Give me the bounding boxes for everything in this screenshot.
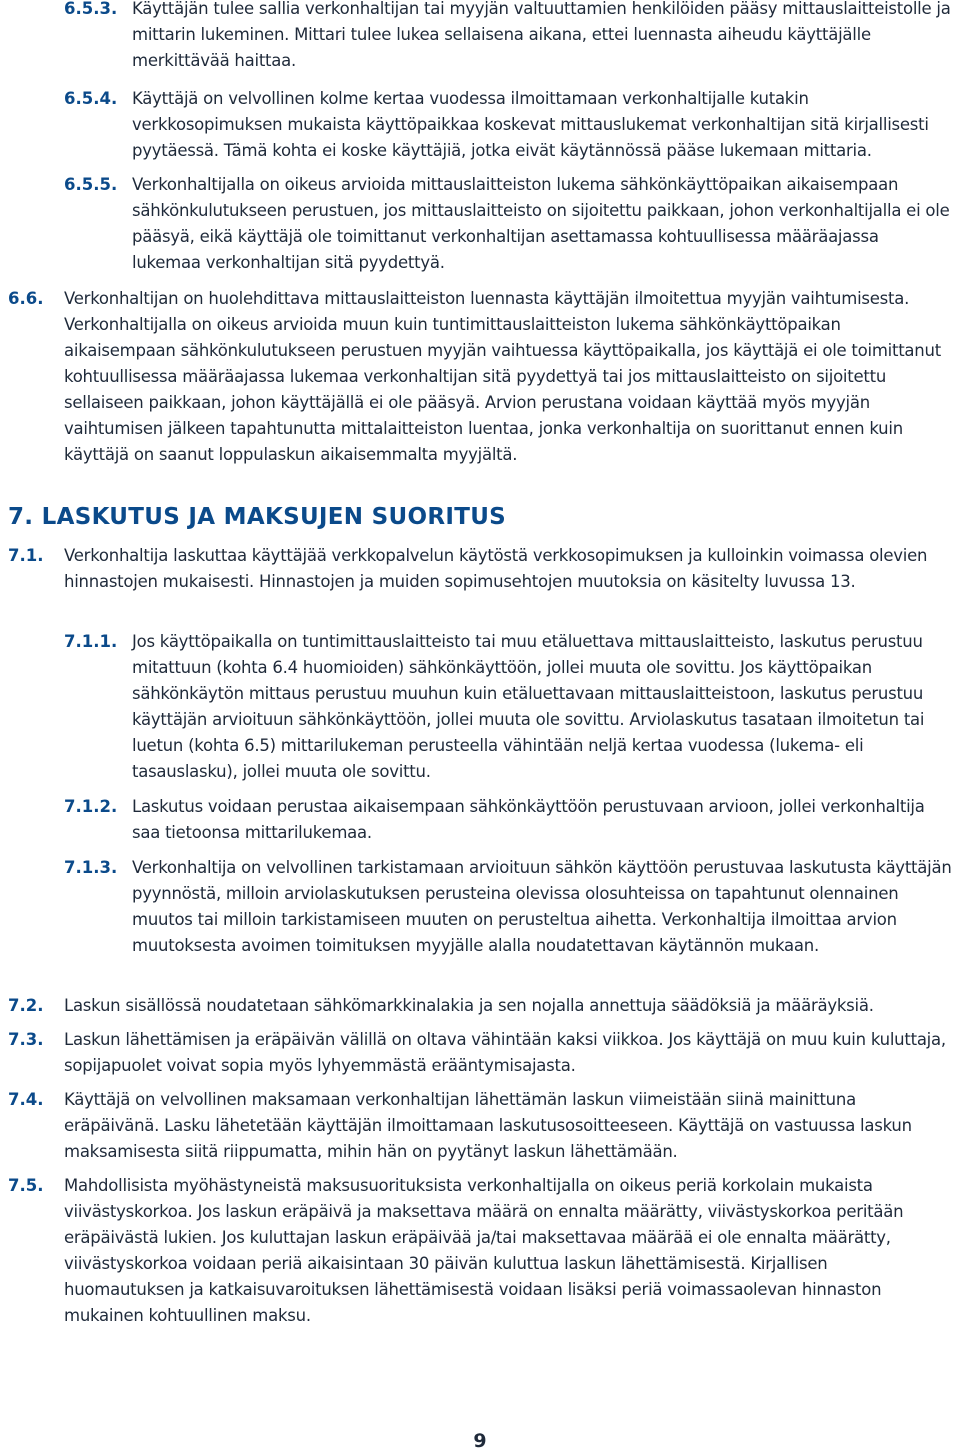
clause-text: Jos käyttöpaikalla on tuntimittauslaitteisto tai muu etäluettava mittauslaitteisto, laskutus perustuu mitattuun (kohta 6.4 huomioiden) sähkönkäyttöön, jollei muuta ole sovittu. Jos käyttöpaikan sähkönkäytön mittaus perustuu muuhun kuin etäluettavaan mittauslaitteistoon, laskutus perustuu käyttäjän arvioituun sähkönkäyttöön, jollei muuta ole sovittu. Arviolaskutus tasataan ilmoitetun tai luetun (kohta 6.5) mittarilukeman perusteella vähintään neljä kertaa vuodessa (lukema- eli tasauslasku), jollei muuta ole sovittu. (132, 632, 925, 781)
clause-number: 7.3. (8, 1030, 44, 1049)
clause-number: 7.5. (8, 1176, 44, 1195)
clause-text: Laskutus voidaan perustaa aikaisempaan sähkönkäyttöön perustuvaan arvioon, jollei verkonhaltija saa tietoonsa mittarilukemaa. (132, 797, 925, 842)
clause-6-5-5 (64, 172, 952, 276)
clause-text: Laskun lähettämisen ja eräpäivän välillä on oltava vähintään kaksi viikkoa. Jos käyttäjä on muu kuin kuluttaja, sopijapuolet voivat sopia myös lyhyemmästä erääntymisajasta. (64, 1030, 946, 1075)
clause-7-1-2 (64, 794, 952, 846)
clause-number: 7.1.1. (64, 632, 118, 651)
clause-text: Käyttäjä on velvollinen kolme kertaa vuodessa ilmoittamaan verkonhaltijalle kutakin verkkosopimuksen mukaista käyttöpaikkaa koskevat mittauslukemat verkonhaltijan sitä kirjallisesti pyytäessä. Tämä kohta ei koske käyttäjiä, jotka eivät käytännössä pääse lukemaan mittaria. (132, 89, 929, 160)
clause-7-1-1 (64, 629, 952, 785)
clause-6-5-4 (64, 86, 952, 164)
clause-text: Laskun sisällössä noudatetaan sähkömarkkinalakia ja sen nojalla annettuja säädöksiä ja määräyksiä. (64, 996, 874, 1015)
clause-number: 7.4. (8, 1090, 44, 1109)
page-number: 9 (473, 1430, 487, 1452)
clause-number: 6.5.5. (64, 175, 118, 194)
clause-7-4 (8, 1087, 952, 1165)
clause-7-2 (8, 993, 952, 1019)
clause-text: Verkonhaltijan on huolehdittava mittauslaitteiston luennasta käyttäjän ilmoitettua myyjän vaihtumisesta. Verkonhaltijalla on oikeus arvioida muun kuin tuntimittauslaitteiston lukema sähkönkäyttöpaikan aikaisempaan sähkönkulutukseen perustuen myyjän vaihtuessa käyttöpaikalla, jos käyttäjä ei ole toimittanut kohtuullisessa määräajassa lukemaa verkonhaltijan sitä pyydettyä tai jos mittauslaitteisto on sijoitettu sellaiseen paikkaan, johon käyttäjällä ei ole pääsyä. Arvion perustana voidaan käyttää myös myyjän vaihtumisen jälkeen tapahtunutta mittalaitteiston luentaa, jonka verkonhaltija on suorittanut ennen kuin käyttäjä on saanut loppulaskun aikaisemmalta myyjältä. (64, 289, 941, 464)
clause-text: Käyttäjä on velvollinen maksamaan verkonhaltijan lähettämän laskun viimeistään siinä mainittuna eräpäivänä. Lasku lähetetään käyttäjän ilmoittamaan laskutusosoitteeseen. Käyttäjä on vastuussa laskun maksamisesta siitä riippumatta, mihin hän on pyytänyt laskun lähettämään. (64, 1090, 912, 1161)
clause-number: 6.5.4. (64, 89, 118, 108)
clause-text: Verkonhaltijalla on oikeus arvioida mittauslaitteiston lukema sähkönkäyttöpaikan aikaisempaan sähkönkulutukseen perustuen, jos mittauslaitteisto on sijoitettu paikkaan, johon verkonhaltijalla ei ole pääsyä, eikä käyttäjä ole toimittanut verkonhaltijan asettamassa kohtuullisessa määräajassa lukemaa verkonhaltijan sitä pyydettyä. (132, 175, 950, 272)
clause-6-6 (8, 286, 952, 468)
clause-number: 6.6. (8, 289, 44, 308)
clause-text: Mahdollisista myöhästyneistä maksusuorituksista verkonhaltijalla on oikeus periä korkolain mukaista viivästyskorkoa. Jos laskun eräpäivä ja maksettava määrä on ennalta määrätty, viivästyskorkoa peritään eräpäivästä lukien. Jos kuluttajan laskun eräpäivää ja/tai maksettavaa määrää ei ole ennalta määrätty, viivästyskorkoa voidaan periä aikaisintaan 30 päivän kuluttua laskun lähettämisestä. Kirjallisen huomautuksen ja katkaisuvaroituksen lähettämisestä voidaan lisäksi periä voimassaolevan hinnaston mukainen kohtuullinen maksu. (64, 1176, 904, 1325)
clause-text: Verkonhaltija laskuttaa käyttäjää verkkopalvelun käytöstä verkkosopimuksen ja kulloinkin voimassa olevien hinnastojen mukaisesti. Hinnastojen ja muiden sopimusehtojen muutoksia on käsitelty luvussa 13. (64, 546, 928, 591)
clause-7-5 (8, 1173, 952, 1329)
clause-7-1-3 (64, 855, 952, 959)
clause-number: 7.1.2. (64, 797, 118, 816)
section-heading-7: 7. LASKUTUS JA MAKSUJEN SUORITUS (8, 504, 507, 530)
clause-text: Käyttäjän tulee sallia verkonhaltijan tai myyjän valtuuttamien henkilöiden pääsy mittauslaitteistolle ja mittarin lukeminen. Mittari tulee lukea sellaisena aikana, ettei luennasta aiheudu käyttäjälle merkittävää haittaa. (132, 0, 951, 70)
clause-7-1 (8, 543, 952, 595)
clause-number: 6.5.3. (64, 0, 118, 18)
clause-7-3 (8, 1027, 952, 1079)
clause-6-5-3 (64, 0, 952, 74)
clause-number: 7.2. (8, 996, 44, 1015)
clause-number: 7.1.3. (64, 858, 118, 877)
clause-text: Verkonhaltija on velvollinen tarkistamaan arvioituun sähkön käyttöön perustuvaa laskutusta käyttäjän pyynnöstä, milloin arviolaskutuksen perusteina olevissa olosuhteissa on tapahtunut olennainen muutos tai milloin tarkistamiseen muuten on perusteltua aihetta. Verkonhaltija ilmoittaa arvion muutoksesta avoimen toimituksen myyjälle alalla noudatettavan käytännön mukaan. (132, 858, 952, 955)
clause-number: 7.1. (8, 546, 44, 565)
